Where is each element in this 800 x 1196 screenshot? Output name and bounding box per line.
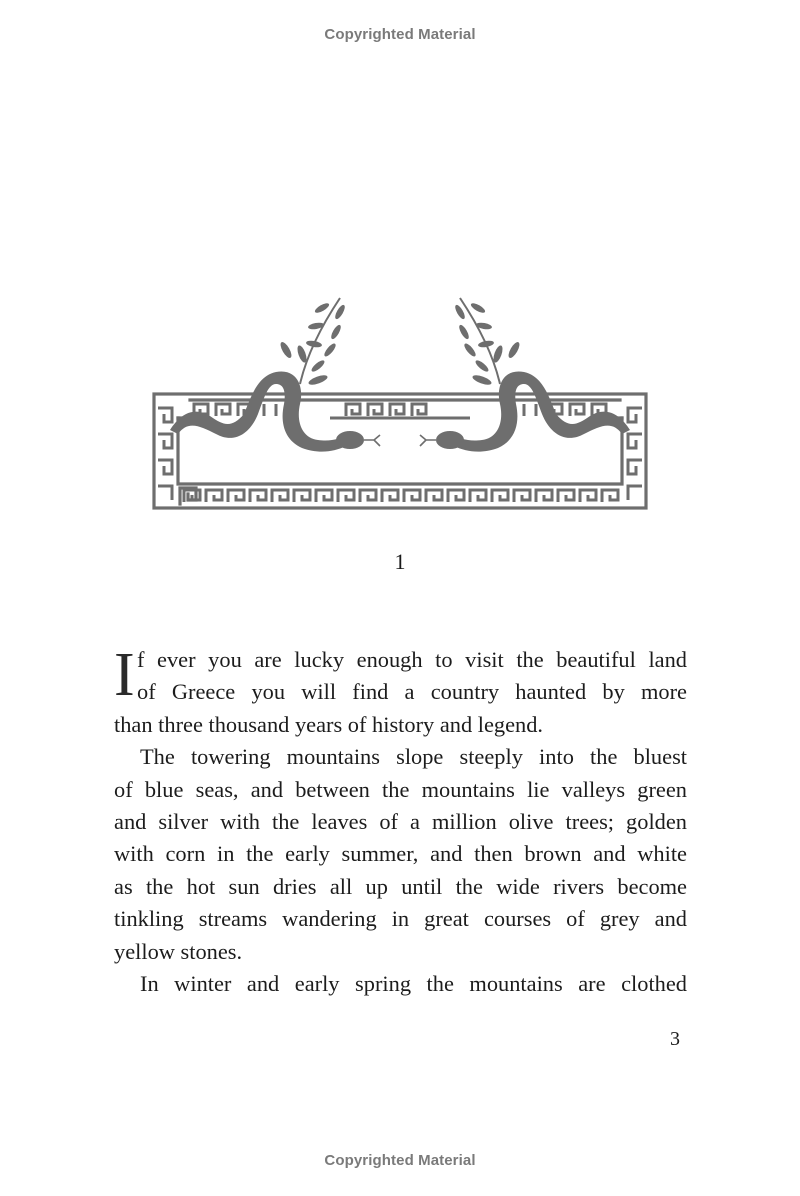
text-line-8: as the hot sun dries all up until the wide rivers become	[114, 873, 687, 899]
page-number: 3	[670, 1028, 680, 1050]
text-line-1-content: f ever you are lucky enough to visit the beautiful land	[137, 647, 687, 672]
text-line-3: than three thousand years of history and legend.	[114, 711, 544, 737]
drop-cap: I	[114, 641, 135, 709]
copyright-watermark-top: Copyrighted Material	[324, 26, 476, 43]
chapter-number: 1	[394, 549, 406, 574]
text-line-10: yellow stones.	[114, 938, 243, 964]
text-line-4: The towering mountains slope steeply into the bluest	[140, 744, 687, 770]
text-line-11: In winter and early spring the mountains are clothed	[140, 970, 687, 996]
text-line-5: of blue seas, and between the mountains lie valleys green	[114, 776, 687, 802]
copyright-watermark-bottom: Copyrighted Material	[324, 1152, 476, 1169]
text-line-7: with corn in the early summer, and then brown and white	[114, 841, 687, 867]
greek-key-serpent-ornament-icon	[150, 288, 650, 512]
text-line-2: of Greece you will find a country haunted by more	[137, 679, 687, 705]
chapter-body-text	[114, 641, 687, 1000]
text-line-9: tinkling streams wandering in great courses of grey and	[114, 906, 687, 932]
text-line-6: and silver with the leaves of a million olive trees; golden	[114, 808, 687, 834]
